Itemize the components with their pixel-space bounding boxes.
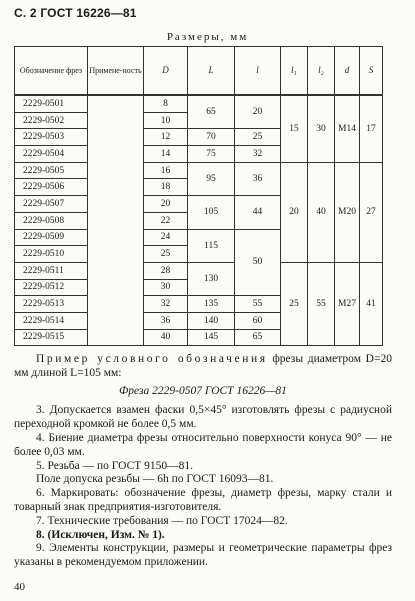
length-l-cell: 60 xyxy=(235,312,281,329)
length-L-cell: 130 xyxy=(188,262,235,295)
table-row xyxy=(15,262,383,279)
diameter-cell: 8 xyxy=(144,95,188,112)
col-header-D: D xyxy=(144,47,188,96)
example-heading: Пример условного обозначения xyxy=(36,353,268,365)
length-l-cell: 36 xyxy=(235,162,281,195)
length-L-cell: 95 xyxy=(188,162,235,195)
designation-cell: 2229-0513 xyxy=(15,296,88,313)
designation-cell: 2229-0506 xyxy=(15,179,88,196)
designation-cell: 2229-0504 xyxy=(15,146,88,163)
diameter-cell: 14 xyxy=(144,146,188,163)
diameter-cell: 40 xyxy=(144,329,188,346)
table-row xyxy=(15,162,383,179)
diameter-cell: 10 xyxy=(144,112,188,129)
example-description: фрезы диаметром D=20 мм длиной L=105 мм: xyxy=(14,353,392,379)
length-l1-cell: 25 xyxy=(281,262,308,345)
length-l2-cell: 40 xyxy=(308,162,335,262)
paragraph-5: 5. Резьба — по ГОСТ 9150—81. xyxy=(36,459,194,472)
col-header-d: d xyxy=(335,47,360,96)
diameter-cell: 18 xyxy=(144,179,188,196)
size-S-cell: 17 xyxy=(360,95,383,162)
diameter-cell: 32 xyxy=(144,296,188,313)
diameter-cell: 24 xyxy=(144,229,188,246)
table-caption: Размеры, мм xyxy=(166,31,249,43)
paragraph-9: 9. Элементы конструкции, размеры и геометрические параметры фрез указаны в рекомендуемом приложении. xyxy=(14,542,392,569)
thread-d-cell: М14 xyxy=(335,95,360,162)
length-l-cell: 50 xyxy=(235,229,281,296)
designation-cell: 2229-0501 xyxy=(15,95,88,112)
size-S-cell: 41 xyxy=(360,262,383,345)
page-number: 40 xyxy=(14,581,25,593)
thread-d-cell: М20 xyxy=(335,162,360,262)
col-header-L: L xyxy=(188,47,235,96)
length-l1-cell: 20 xyxy=(281,162,308,262)
length-l-cell: 65 xyxy=(235,329,281,346)
diameter-cell: 16 xyxy=(144,162,188,179)
table-header-row xyxy=(15,47,383,96)
designation-cell: 2229-0510 xyxy=(15,246,88,263)
designation-cell: 2229-0509 xyxy=(15,229,88,246)
col-header-designation: Обозначение фрез xyxy=(15,47,88,96)
application-cell xyxy=(88,95,144,346)
designation-cell: 2229-0512 xyxy=(15,279,88,296)
paragraph-8: 8. (Исключен, Изм. № 1). xyxy=(36,528,165,541)
designation-cell: 2229-0502 xyxy=(15,112,88,129)
dimensions-table xyxy=(14,46,383,346)
col-header-application: Примене-ность xyxy=(88,47,144,96)
col-header-S: S xyxy=(360,47,383,96)
thread-d-cell: М27 xyxy=(335,262,360,345)
length-l-cell: 20 xyxy=(235,95,281,129)
example-paragraph xyxy=(14,353,392,381)
diameter-cell: 20 xyxy=(144,196,188,213)
col-header-l2: l₂ xyxy=(308,47,335,96)
length-l-cell: 55 xyxy=(235,296,281,313)
designation-cell: 2229-0503 xyxy=(15,129,88,146)
table-row xyxy=(15,95,383,112)
length-l2-cell: 55 xyxy=(308,262,335,345)
example-designation: Фреза 2229-0507 ГОСТ 16226—81 xyxy=(119,384,287,397)
diameter-cell: 36 xyxy=(144,312,188,329)
designation-cell: 2229-0507 xyxy=(15,196,88,213)
diameter-cell: 22 xyxy=(144,212,188,229)
diameter-cell: 25 xyxy=(144,246,188,263)
designation-cell: 2229-0514 xyxy=(15,312,88,329)
paragraph-6: 6. Маркировать: обозначение фрезы, диаметр фрезы, марку стали и товарный знак предприятия-изготовителя. xyxy=(14,487,392,513)
designation-cell: 2229-0515 xyxy=(15,329,88,346)
length-L-cell: 65 xyxy=(188,95,235,129)
length-l-cell: 25 xyxy=(235,129,281,146)
length-L-cell: 135 xyxy=(188,296,235,313)
paragraph-7: 7. Технические требования — по ГОСТ 17024—82. xyxy=(36,514,288,527)
size-S-cell: 27 xyxy=(360,162,383,262)
length-L-cell: 105 xyxy=(188,196,235,229)
length-l1-cell: 15 xyxy=(281,95,308,162)
body-text xyxy=(14,353,392,570)
col-header-l1: l₁ xyxy=(281,47,308,96)
length-L-cell: 140 xyxy=(188,312,235,329)
col-header-l: l xyxy=(235,47,281,96)
diameter-cell: 28 xyxy=(144,262,188,279)
designation-cell: 2229-0508 xyxy=(15,212,88,229)
diameter-cell: 30 xyxy=(144,279,188,296)
paragraph-4: 4. Биение диаметра фрезы относительно поверхности конуса 90° — не более 0,03 мм. xyxy=(14,431,392,458)
paragraph-5-tolerance: Поле допуска резьбы — 6h по ГОСТ 16093—81. xyxy=(36,473,274,486)
length-L-cell: 115 xyxy=(188,229,235,262)
diameter-cell: 12 xyxy=(144,129,188,146)
length-l-cell: 44 xyxy=(235,196,281,229)
designation-cell: 2229-0505 xyxy=(15,162,88,179)
paragraph-3: 3. Допускается взамен фаски 0,5×45° изготовлять фрезы с радиусной переходной кромкой не более 0,5 мм. xyxy=(14,404,392,431)
designation-cell: 2229-0511 xyxy=(15,262,88,279)
page-header: С. 2 ГОСТ 16226—81 xyxy=(14,6,137,20)
length-L-cell: 75 xyxy=(188,146,235,163)
length-l-cell: 32 xyxy=(235,146,281,163)
length-L-cell: 70 xyxy=(188,129,235,146)
length-l2-cell: 30 xyxy=(308,95,335,162)
length-L-cell: 145 xyxy=(188,329,235,346)
